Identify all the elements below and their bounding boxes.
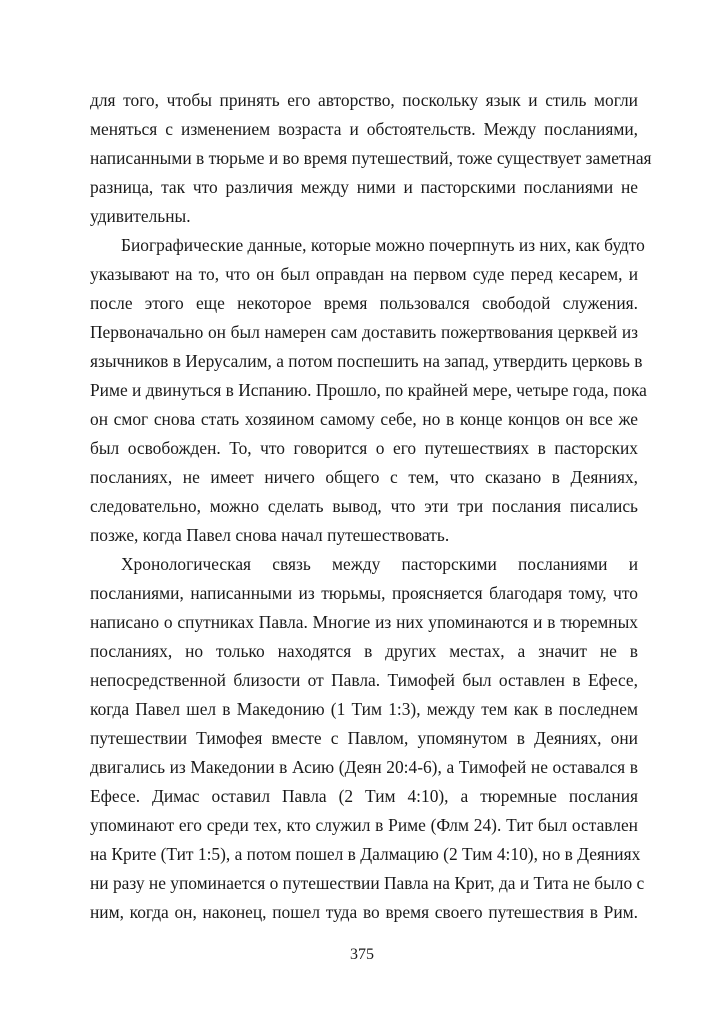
text-line: разница, так что различия между ними и пасторскими посланиями не bbox=[90, 177, 638, 197]
text-line: удивительны. bbox=[90, 206, 191, 226]
text-line: написано о спутниках Павла. Многие из них упоминаются и в тюремных bbox=[90, 612, 638, 632]
paragraph bbox=[90, 550, 645, 927]
text-line: язычников в Иерусалим, а потом поспешить на запад, утвердить церковь в bbox=[90, 351, 643, 371]
text-line: Хронологическая связь между пасторскими посланиями и bbox=[121, 554, 638, 574]
text-line: написанными в тюрьме и во время путешествий, тоже существует заметная bbox=[90, 148, 652, 168]
text-line: путешествии Тимофея вместе с Павлом, упомянутом в Деяниях, они bbox=[90, 728, 638, 748]
text-line: после этого еще некоторое время пользовался свободой служения. bbox=[90, 293, 638, 313]
text-line: двигались из Македонии в Асию (Деян 20:4-6), а Тимофей не оставался в bbox=[90, 757, 638, 777]
text-line: ним, когда он, наконец, пошел туда во время своего путешествия в Рим. bbox=[90, 902, 638, 922]
text-line: он смог снова стать хозяином самому себе, но в конце концов он все же bbox=[90, 409, 638, 429]
text-line: Риме и двинуться в Испанию. Прошло, по крайней мере, четыре года, пока bbox=[90, 380, 647, 400]
text-line: непосредственной близости от Павла. Тимофей был оставлен в Ефесе, bbox=[90, 670, 638, 690]
text-line: указывают на то, что он был оправдан на первом суде перед кесарем, и bbox=[90, 264, 638, 284]
text-line: на Крите (Тит 1:5), а потом пошел в Далмацию (2 Тим 4:10), но в Деяниях bbox=[90, 844, 641, 864]
page-number: 375 bbox=[350, 946, 374, 963]
text-line: посланиями, написанными из тюрьмы, проясняется благодаря тому, что bbox=[90, 583, 638, 603]
text-line: следовательно, можно сделать вывод, что эти три послания писались bbox=[90, 496, 638, 516]
text-line: Первоначально он был намерен сам доставить пожертвования церквей из bbox=[90, 322, 638, 342]
paragraph bbox=[90, 231, 647, 550]
text-line: ни разу не упоминается о путешествии Павла на Крит, да и Тита не было с bbox=[90, 873, 645, 893]
text-line: для того, чтобы принять его авторство, поскольку язык и стиль могли bbox=[90, 90, 638, 110]
text-line: меняться с изменением возраста и обстоятельств. Между посланиями, bbox=[90, 119, 638, 139]
text-line: Ефесе. Димас оставил Павла (2 Тим 4:10), а тюремные послания bbox=[90, 786, 638, 806]
text-line: посланиях, но только находятся в других местах, а значит не в bbox=[90, 641, 638, 661]
text-line: посланиях, не имеет ничего общего с тем, что сказано в Деяниях, bbox=[90, 467, 638, 487]
text-line: позже, когда Павел снова начал путешествовать. bbox=[90, 525, 450, 545]
text-line: Биографические данные, которые можно почерпнуть из них, как будто bbox=[121, 235, 645, 255]
body-text bbox=[90, 86, 652, 927]
text-line: был освобожден. То, что говорится о его путешествиях в пасторских bbox=[90, 438, 638, 458]
paragraph bbox=[90, 86, 652, 231]
text-line: когда Павел шел в Македонию (1 Тим 1:3), между тем как в последнем bbox=[90, 699, 638, 719]
text-line: упоминают его среди тех, кто служил в Риме (Флм 24). Тит был оставлен bbox=[90, 815, 638, 835]
